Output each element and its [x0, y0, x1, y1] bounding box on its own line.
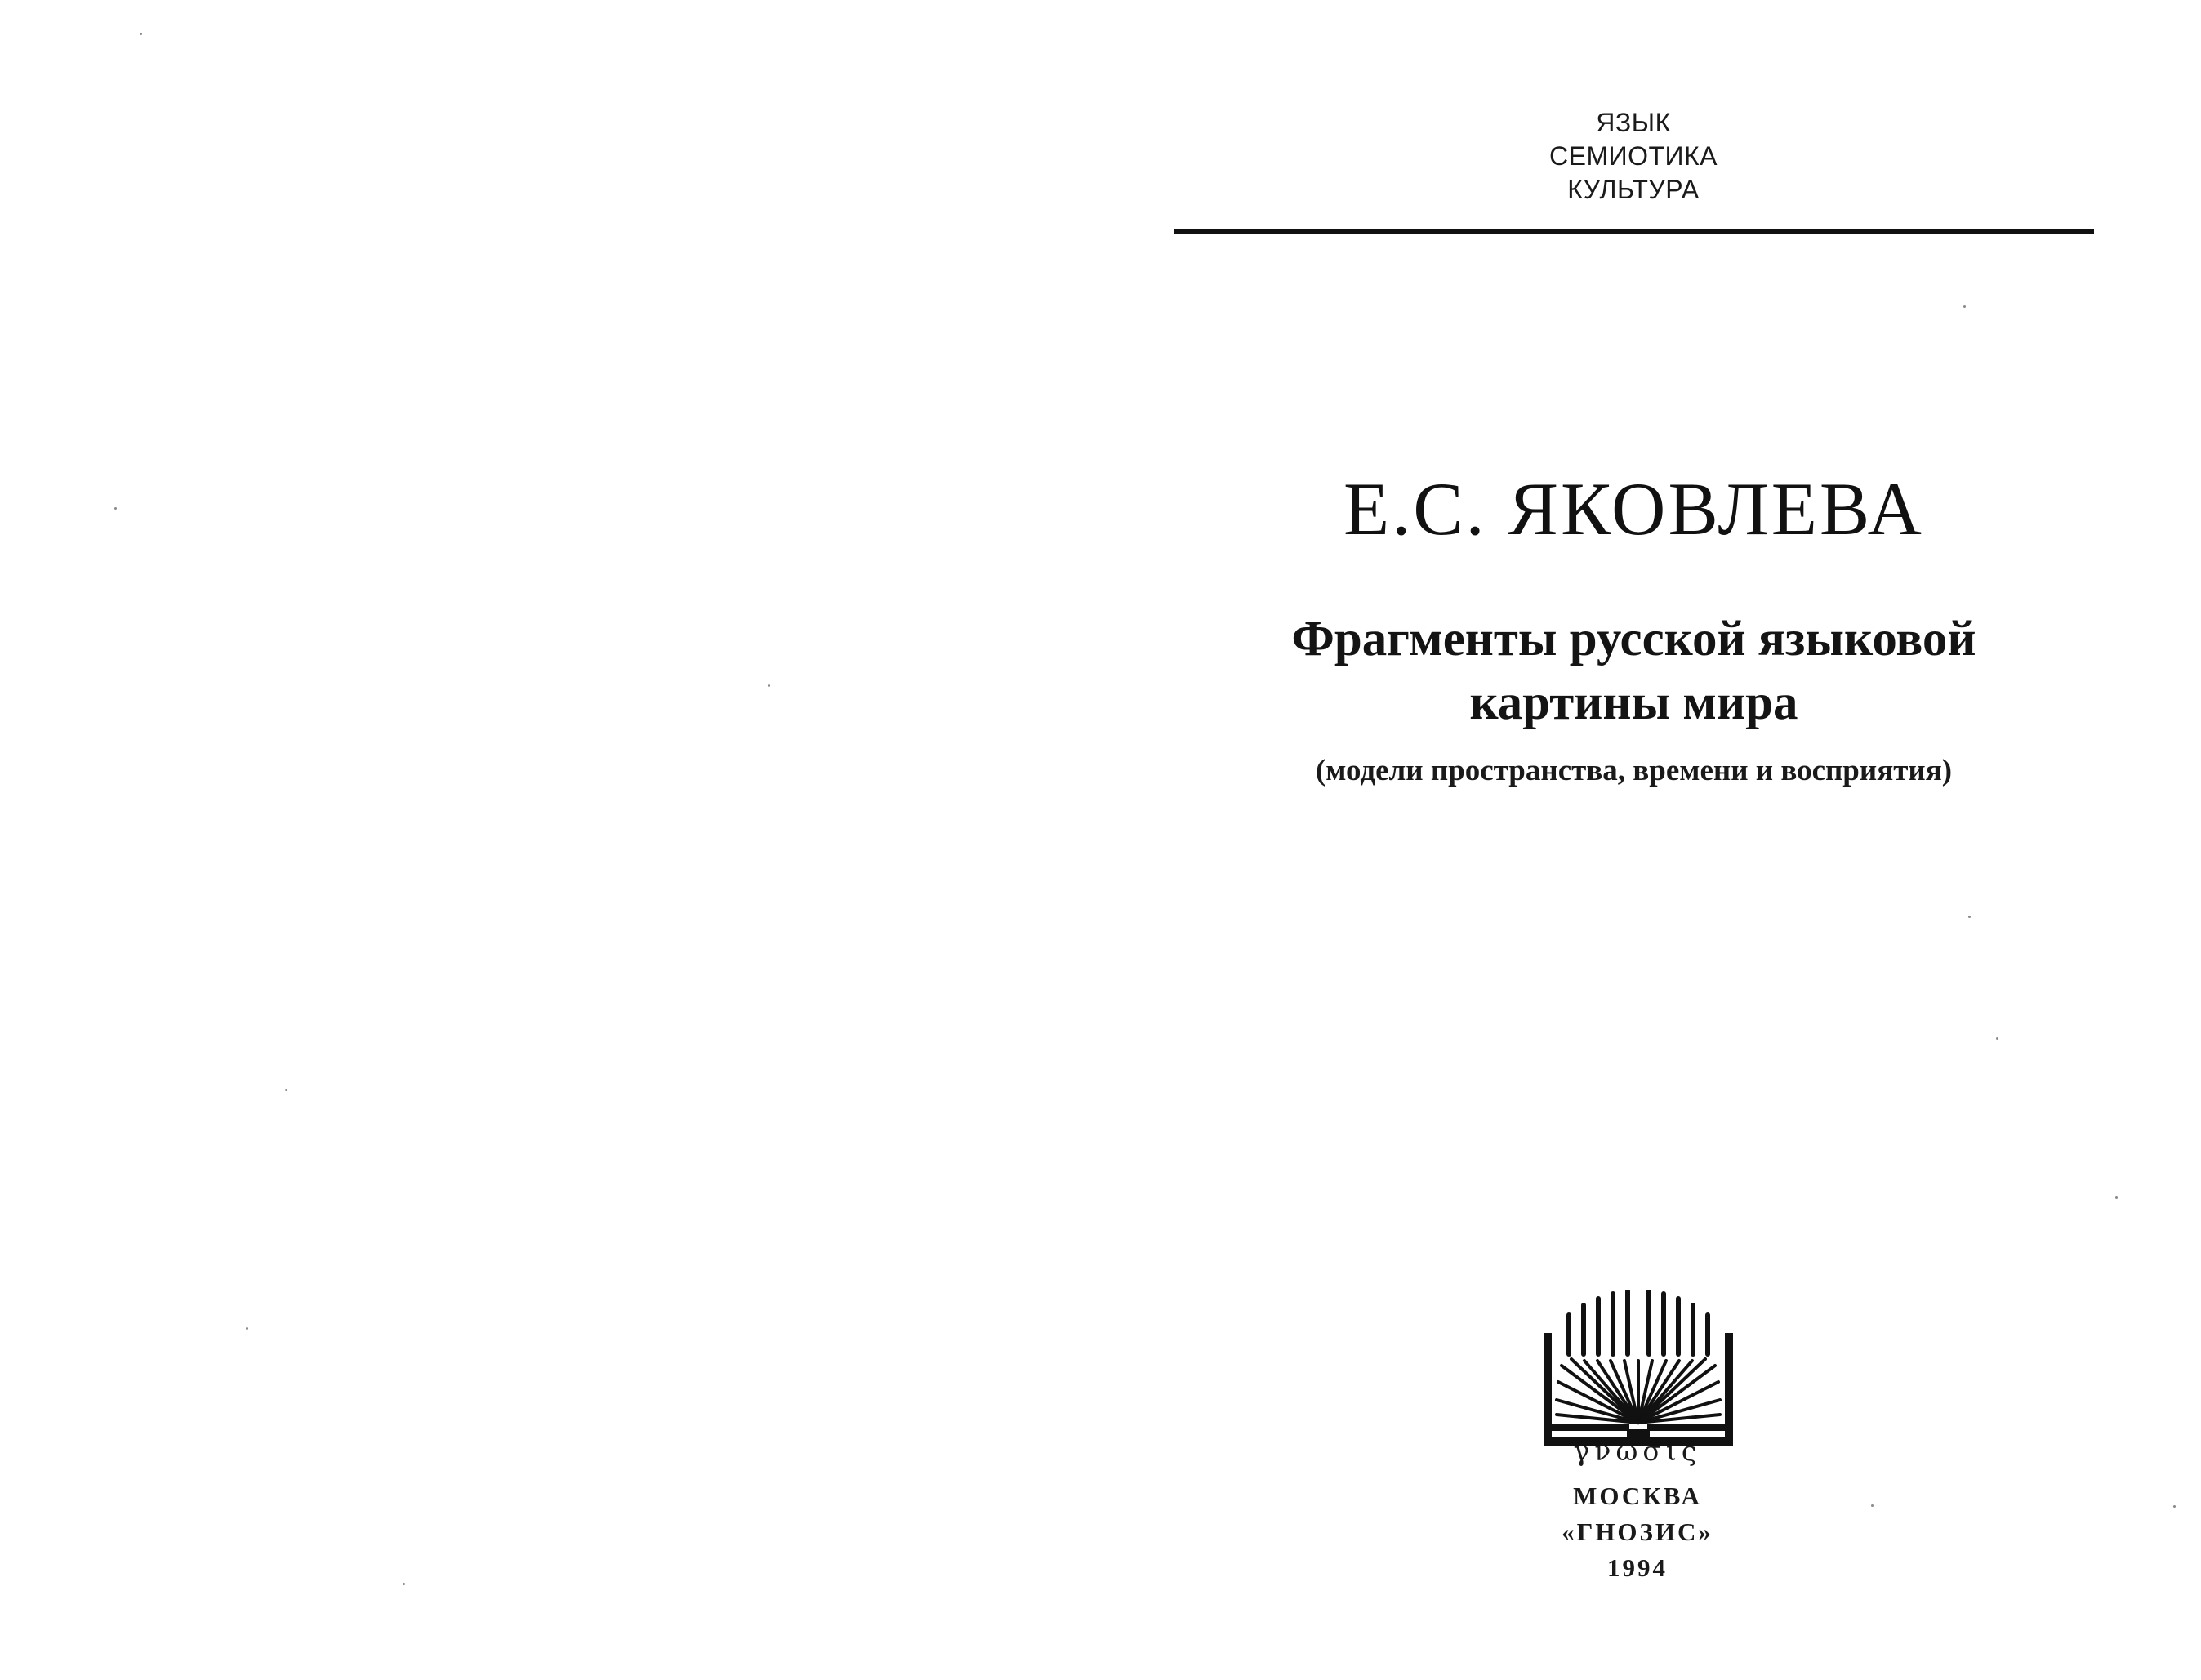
scan-speck	[140, 33, 142, 35]
scan-speck	[285, 1089, 287, 1091]
publisher-imprint	[1486, 1478, 1789, 1586]
left-page-blank	[0, 0, 1100, 1680]
title-line: картины мира	[1469, 675, 1798, 730]
scan-speck	[2115, 1196, 2118, 1199]
series-line: КУЛЬТУРА	[1567, 175, 1700, 204]
book-sunburst-logo-icon	[1542, 1290, 1735, 1447]
series-line: СЕМИОТИКА	[1548, 141, 1718, 171]
scan-speck	[1871, 1504, 1874, 1507]
book-title	[1174, 608, 2094, 735]
scan-speck	[1968, 916, 1971, 918]
scan-speck	[2173, 1505, 2176, 1508]
publication-year: 1994	[1607, 1553, 1668, 1582]
scan-speck	[1996, 1037, 1998, 1040]
scan-speck	[403, 1583, 405, 1585]
author-name: Е.С. ЯКОВЛЕВА	[1343, 467, 1924, 550]
scan-speck	[246, 1327, 248, 1330]
scan-speck	[114, 507, 117, 510]
book-subtitle: (модели пространства, времени и восприятия)	[1315, 754, 1953, 787]
logo-wordmark: γνωσις	[1573, 1435, 1702, 1467]
series-line: ЯЗЫК	[1596, 108, 1671, 137]
scan-speck	[1963, 305, 1966, 308]
header-rule	[1174, 229, 2094, 234]
series-name	[1462, 106, 1805, 207]
title-line: Фрагменты русской языковой	[1291, 612, 1976, 666]
scan-speck	[768, 684, 770, 687]
publisher-city: МОСКВА	[1573, 1482, 1702, 1510]
publisher-name: «ГНОЗИС»	[1562, 1517, 1713, 1546]
